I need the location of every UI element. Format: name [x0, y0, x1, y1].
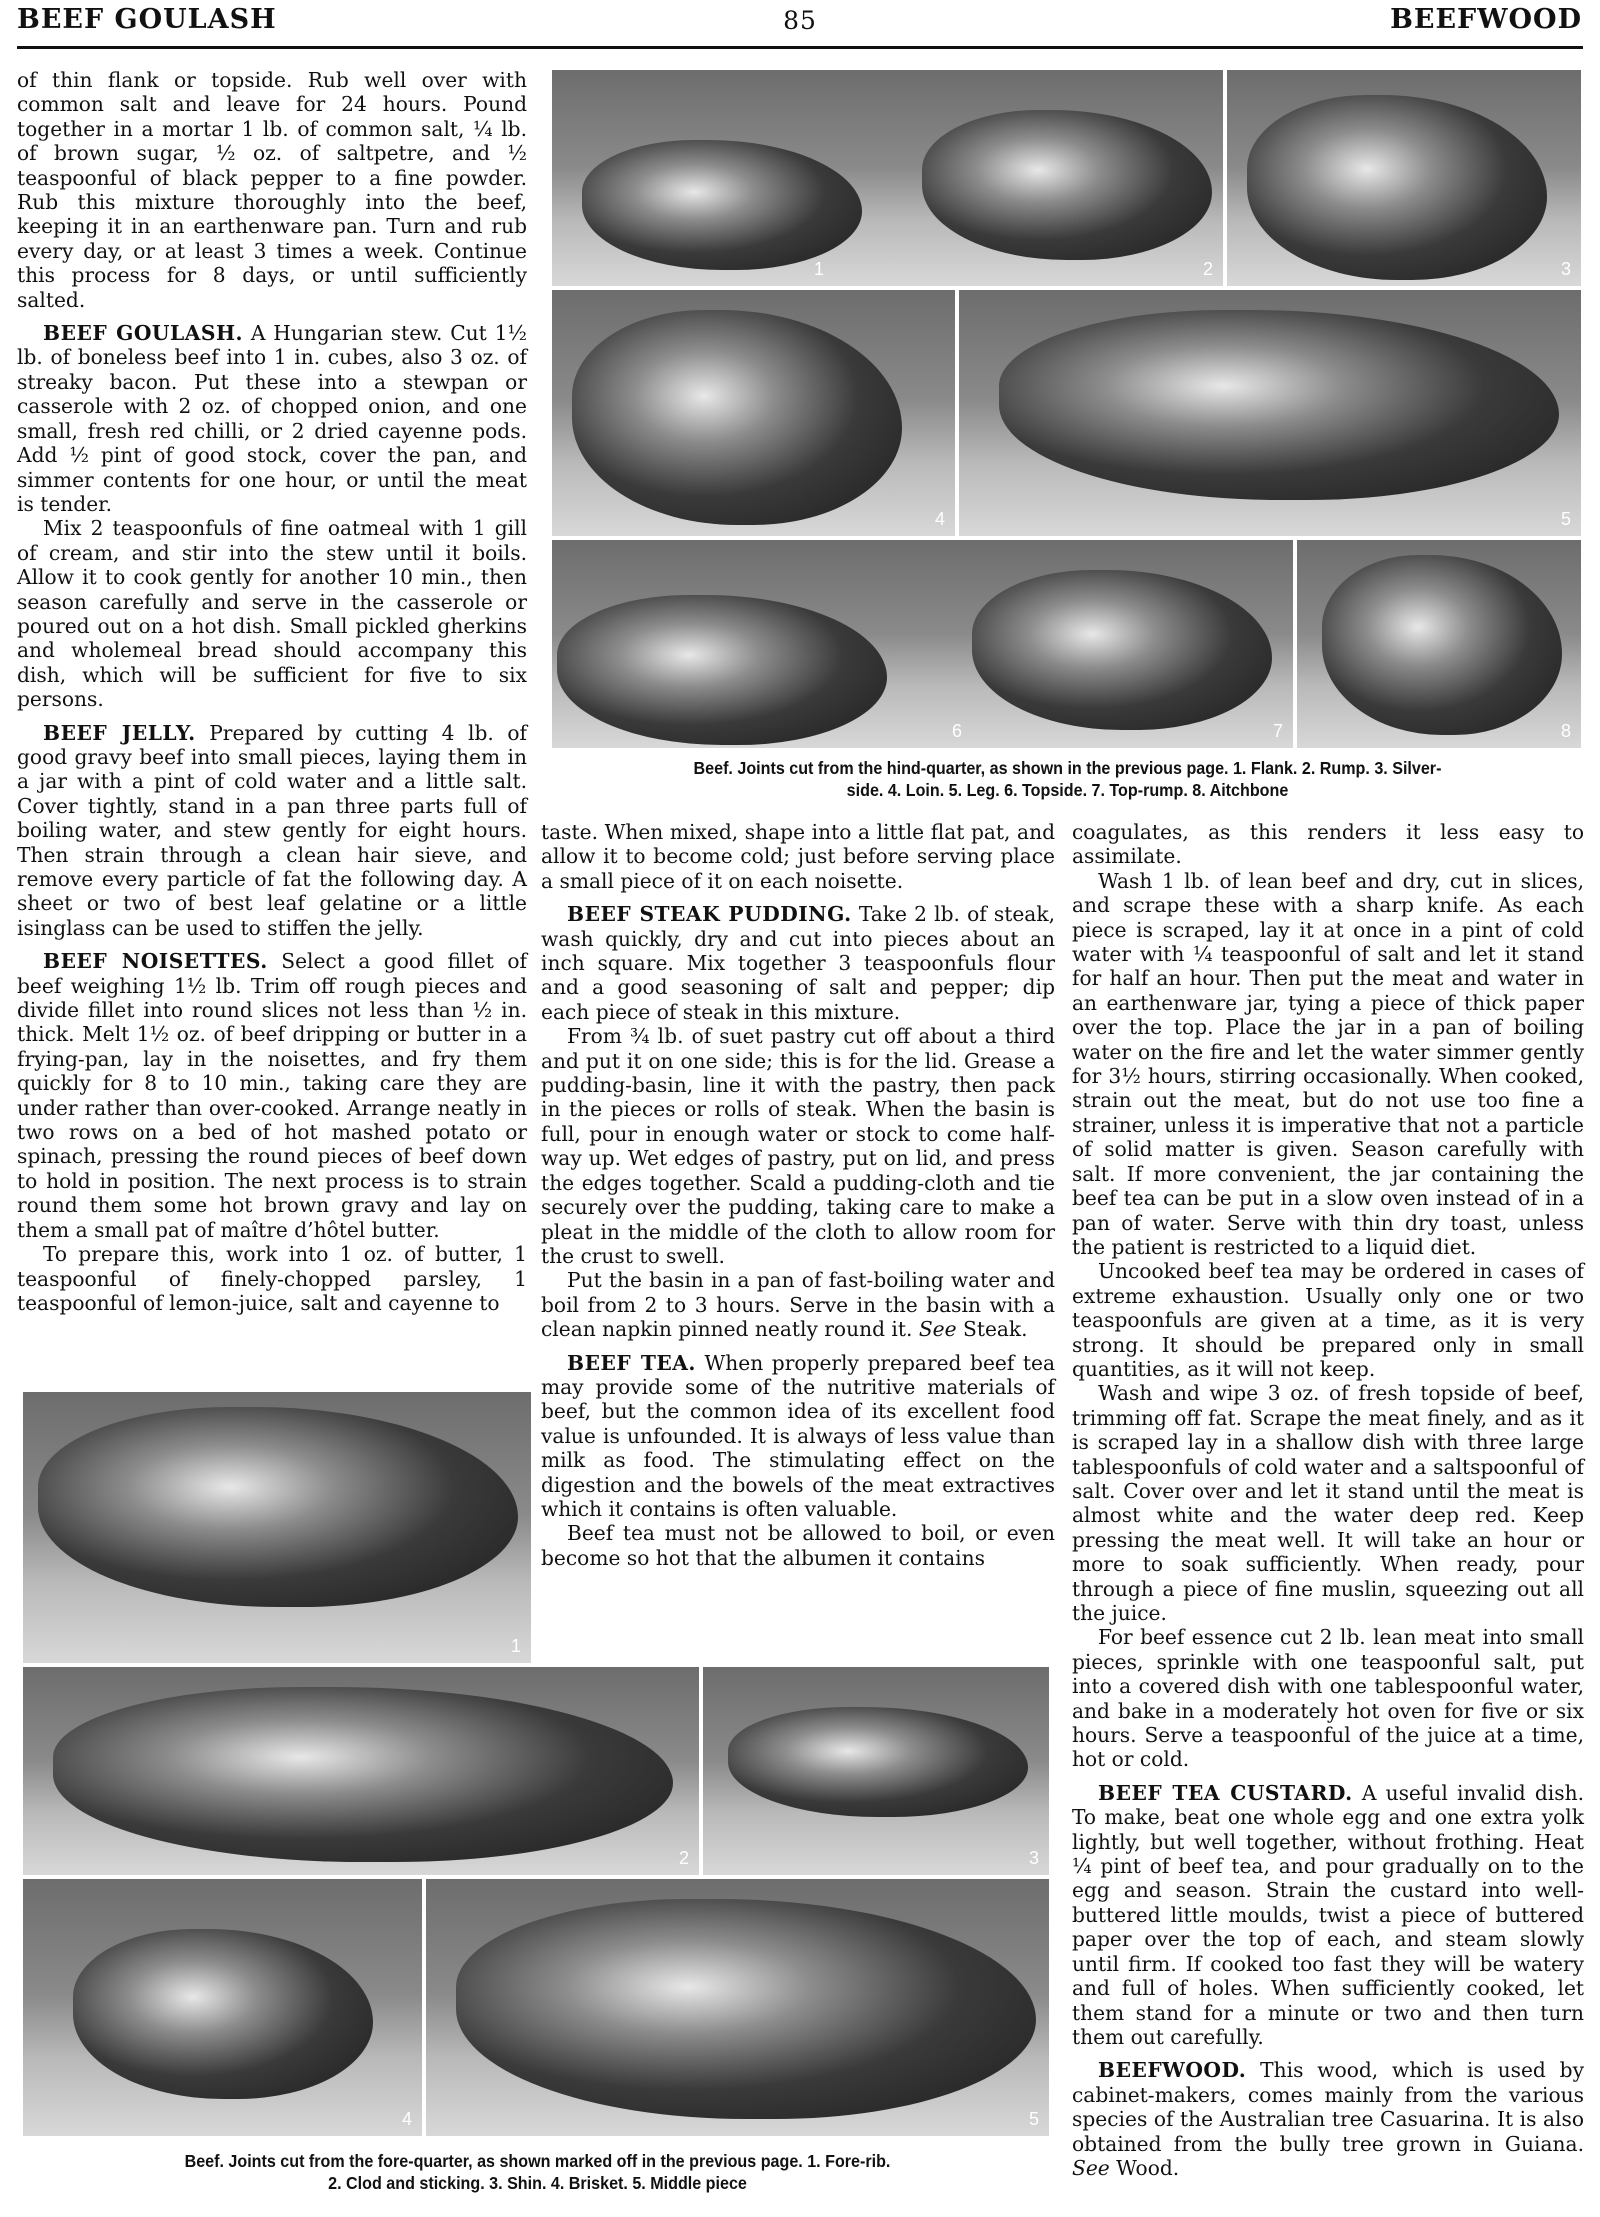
entry-heading: BEEFWOOD. [1098, 2058, 1247, 2083]
meat-image [1322, 555, 1562, 735]
paragraph: Mix 2 teaspoonfuls of fine oatmeal with 1 gill of cream, and stir into the stew until it boils. Allow it to cook gently for another 10 min., then season carefully and serve in the casserole or poured out on a hot dish. Small pickled gherkins and wholemeal bread should accompany this dish, which will be sufficient for five to six persons. [17, 516, 527, 712]
photo-topside-toprump [550, 538, 1295, 750]
figure-number: 4 [934, 509, 945, 529]
meat-image [557, 595, 887, 745]
figure-number: 3 [1028, 1848, 1039, 1868]
entry-beef-goulash [17, 321, 527, 516]
entry-heading: BEEF TEA. [567, 1350, 696, 1375]
paragraph: taste. When mixed, shape into a little flat pat, and allow it to become cold; just before serving place a small piece of it on each noisette. [541, 820, 1055, 893]
fore-quarter-caption [57, 2150, 1018, 2194]
entry-heading: BEEF STEAK PUDDING. [567, 902, 852, 927]
photo-aitchbone [1295, 538, 1583, 750]
paragraph: Wash 1 lb. of lean beef and dry, cut in slices, and scrape these with a sharp knife. As each piece is scraped, lay it at once in a pint of cold water with ¼ teaspoonful of salt and let it stand for half an hour. Then put the meat and water in an earthenware jar, tying a piece of thick paper over the top. Place the jar in a pan of boiling water on the fire and let the water simmer gently for 3½ hours, stirring occasionally. When cooked, strain out the meat, but do not use too fine a strainer, unless it is imperative that not a particle of solid matter is given. Season carefully with salt. If more convenient, the jar containing the beef tea can be put in a slow oven instead of in a pan of water. Serve with thin dry toast, unless the patient is restricted to a liquid diet. [1072, 868, 1584, 1259]
photo-middle-piece [424, 1877, 1051, 2138]
figure-number: 7 [1272, 721, 1283, 741]
cross-reference-link[interactable]: Steak. [963, 1317, 1028, 1342]
photo-clod-sticking [21, 1665, 701, 1877]
photo-silverside [1225, 68, 1583, 288]
caption-line: Beef. Joints cut from the fore-quarter, as shown marked off in the previous page. 1. Fore-rib. [184, 2151, 891, 2171]
entry-text: Prepared by cutting 4 lb. of good gravy beef into small pieces, laying them in a jar with a pint of cold water and a little salt. Cover tightly, stand in a pan three parts full of boiling water, and stew gently for eight hours. Then strain through a clean hair sieve, and remove every particle of fat the following day. A sheet or two of best leaf gelatine or a little isinglass can be used to stiffen the jelly. [17, 720, 527, 940]
meat-image [582, 140, 862, 270]
photo-brisket [21, 1877, 424, 2138]
meat-image [38, 1407, 518, 1607]
meat-image [728, 1707, 1028, 1817]
figure-number: 2 [678, 1848, 689, 1868]
photo-shin [701, 1665, 1051, 1877]
right-column [1072, 820, 1584, 2180]
caption-line: side. 4. Loin. 5. Leg. 6. Topside. 7. Top-rump. 8. Aitchbone [846, 780, 1289, 800]
see-also-label: See [918, 1317, 957, 1342]
entry-heading: BEEF NOISETTES. [43, 949, 268, 974]
meat-image [456, 1899, 1036, 2119]
page-number: 85 [783, 6, 817, 35]
hind-quarter-caption [587, 757, 1548, 801]
paragraph: Wash and wipe 3 oz. of fresh topside of beef, trimming off fat. Scrape the meat finely, and as it is scraped lay in a shallow dish with three large tablespoonfuls of cold water and a saltspoonful of salt. Cover over and let it stand until the meat is almost white and the water deep red. Keep pressing the meat well. It will take an hour or more to soak sufficiently. When ready, pour through a piece of fine muslin, squeezing out all the juice. [1072, 1381, 1584, 1625]
entry-beef-steak-pudding [541, 902, 1055, 1024]
figure-number: 4 [401, 2109, 412, 2129]
meat-image [922, 110, 1212, 260]
entry-text: When properly prepared beef tea may provide some of the nutritive materials of beef, but the common idea of its excellent food value is unfounded. It is always of less value than milk as food. The stimulating effect on the digestion and the bowels of the meat extractives which it contains is often valuable. [541, 1350, 1055, 1521]
figure-number: 5 [1560, 509, 1571, 529]
photo-leg [957, 288, 1583, 538]
meat-image [999, 310, 1559, 500]
caption-line: Beef. Joints cut from the hind-quarter, as shown in the previous page. 1. Flank. 2. Rump. 3. Silver- [693, 758, 1442, 778]
entry-text: A useful invalid dish. To make, beat one whole egg and one extra yolk lightly, but well together, without frothing. Heat ¼ pint of beef tea, and pour gradually on to the egg and season. Strain the custard into well-buttered little moulds, twist a piece of buttered paper over the top of each, and steam slowly until firm. If cooked too fast they will be watery and full of holes. When sufficiently cooked, let them stand for a minute or two and then turn them out carefully. [1072, 1780, 1584, 2049]
entry-text: A Hungarian stew. Cut 1½ lb. of boneless beef into 1 in. cubes, also 3 oz. of streaky bacon. Put these into a stewpan or casserole with 2 oz. of chopped onion, and one small, fresh red chilli, or 2 dried cayenne pods. Add ½ pint of good stock, cover the pan, and simmer contents for one hour, or until the meat is tender. [17, 321, 527, 516]
figure-number: 2 [1202, 259, 1213, 279]
entry-beef-tea-custard [1072, 1781, 1584, 2049]
cross-reference-link[interactable]: Wood. [1116, 2155, 1180, 2180]
figure-number: 8 [1560, 721, 1571, 741]
running-head-right: BEEFWOOD [1390, 4, 1582, 35]
paragraph-text: Put the basin in a pan of fast-boiling water and boil from 2 to 3 hours. Serve in the basin with a clean napkin pinned neatly round it. [541, 1268, 1055, 1342]
entry-beef-jelly [17, 721, 527, 941]
header-rule [17, 46, 1583, 49]
figure-number: 1 [510, 1636, 521, 1656]
entry-text: Select a good fillet of beef weighing 1½ lb. Trim off rough pieces and divide fillet into round slices not less than ½ in. thick. Melt 1½ oz. of beef dripping or butter in a frying-pan, lay in the noisettes, and fry them quickly for 8 to 10 min., taking care they are under rather than over-cooked. Arrange neatly in two rows on a bed of hot mashed potato or spinach, pressing the round pieces of beef down to hold in position. The next process is to strain round them some hot brown gravy and lay on them a small pat of maître d’hôtel butter. [17, 949, 527, 1242]
see-also-label: See [1072, 2155, 1110, 2180]
meat-image [73, 1929, 373, 2099]
entry-heading: BEEF GOULASH. [43, 321, 244, 346]
figure-number: 3 [1560, 259, 1571, 279]
meat-image [53, 1687, 673, 1862]
entry-text: Take 2 lb. of steak, wash quickly, dry and cut into pieces about an inch square. Mix together 3 teaspoonfuls flour and a good seasoning of salt and pepper; dip each piece of steak in this mixture. [541, 902, 1055, 1024]
figure-number: 6 [952, 721, 963, 741]
paragraph: of thin flank or topside. Rub well over with common salt and leave for 24 hours. Pound together in a mortar 1 lb. of common salt, ¼ lb. of brown sugar, ½ oz. of saltpetre, and ½ teaspoonful of black pepper to a fine powder. Rub this mixture thoroughly into the beef, keeping it in an earthenware pan. Turn and rub every day, or at least 3 times a week. Continue this process for 8 days, or until sufficiently salted. [17, 68, 527, 312]
paragraph: For beef essence cut 2 lb. lean meat into small pieces, sprinkle with one teaspoonful salt, put into a covered dish with one tablespoonful water, and bake in a moderately hot oven for five or six hours. Serve a teaspoonful of the juice at a time, hot or cold. [1072, 1625, 1584, 1772]
paragraph [541, 1268, 1055, 1341]
photo-loin [550, 288, 957, 538]
entry-beefwood [1072, 2058, 1584, 2180]
meat-image [572, 310, 902, 525]
paragraph: coagulates, as this renders it less easy to assimilate. [1072, 820, 1584, 869]
paragraph: Uncooked beef tea may be ordered in cases of extreme exhaustion. Usually only one or two teaspoonfuls are given at a time, as it is very strong. It should be prepared only in small quantities, as it will not keep. [1072, 1259, 1584, 1381]
paragraph: To prepare this, work into 1 oz. of butter, 1 teaspoonful of finely-chopped parsley, 1 teaspoonful of lemon-juice, salt and cayenne to [17, 1242, 527, 1315]
entry-text: This wood, which is used by cabinet-makers, comes mainly from the various species of the Australian tree Casuarina. It is also obtained from the bully tree grown in Guiana. [1072, 2058, 1584, 2156]
entry-heading: BEEF JELLY. [43, 720, 196, 745]
meat-image [972, 570, 1272, 730]
figure-number: 5 [1028, 2109, 1039, 2129]
paragraph: From ¾ lb. of suet pastry cut off about a third and put it on one side; this is for the lid. Grease a pudding-basin, line it with the pastry, then pack in the pieces or rolls of steak. When the basin is full, pour in enough water or stock to come half-way up. Wet edges of pastry, put on lid, and press the edges together. Scald a pudding-cloth and tie securely over the pudding, taking care to make a pleat in the middle of the cloth to allow room for the crust to swell. [541, 1024, 1055, 1268]
hind-quarter-figure [550, 68, 1583, 750]
left-column [17, 68, 527, 1315]
figure-number: 1 [814, 259, 825, 279]
meat-image [1247, 95, 1547, 280]
fore-quarter-figure [21, 1390, 1051, 2138]
photo-fore-rib [21, 1390, 533, 1665]
paragraph: Beef tea must not be allowed to boil, or even become so hot that the albumen it contains [541, 1521, 1055, 1570]
caption-line: 2. Clod and sticking. 3. Shin. 4. Brisket. 5. Middle piece [328, 2173, 747, 2193]
photo-flank-rump [550, 68, 1225, 288]
entry-heading: BEEF TEA CUSTARD. [1098, 1780, 1353, 1805]
entry-beef-noisettes [17, 949, 527, 1242]
running-head-left: BEEF GOULASH [17, 4, 277, 35]
